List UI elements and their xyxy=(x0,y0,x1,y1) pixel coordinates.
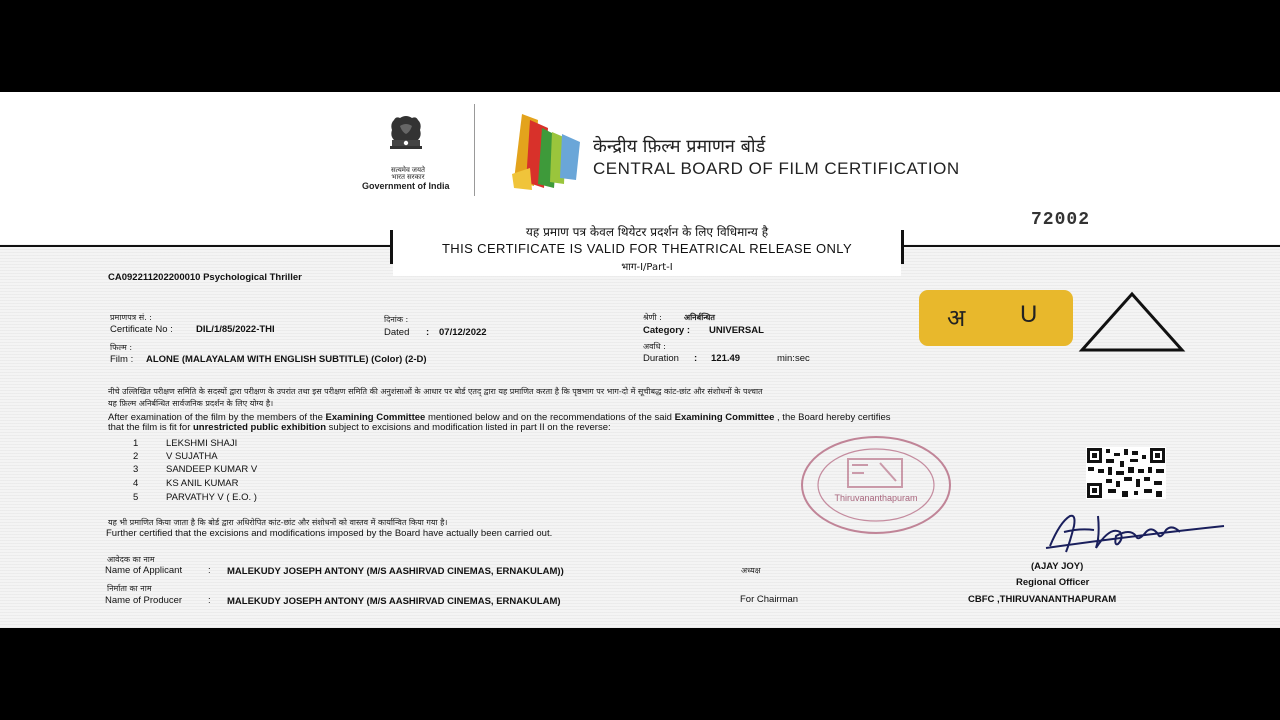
validity-hindi: यह प्रमाण पत्र केवल थियेटर प्रदर्शन के लिए विधिमान्य है xyxy=(525,225,769,239)
film-value: ALONE (MALAYALAM WITH ENGLISH SUBTITLE) (Color) (2-D) xyxy=(146,354,427,365)
date-label-hindi: दिनांक : xyxy=(384,315,409,324)
date-label: Dated xyxy=(384,327,410,338)
applicant-colon: : xyxy=(208,565,211,576)
film-label-hindi: फिल्म : xyxy=(110,343,133,352)
committee-member-name: LEKSHMI SHAJI xyxy=(166,438,238,449)
validity-bracket-right xyxy=(901,230,904,264)
certificate-no-label: Certificate No : xyxy=(110,324,173,335)
national-emblem-icon xyxy=(380,114,432,172)
certificate-no-value: DIL/1/85/2022-THI xyxy=(196,324,275,335)
validity-box xyxy=(393,220,901,276)
serial-number: 72002 xyxy=(1031,210,1091,230)
producer-value: MALEKUDY JOSEPH ANTONY (M/S AASHIRVAD CINEMAS, ERNAKULAM) xyxy=(227,596,561,607)
applicant-label-hindi: आवेदक का नाम xyxy=(107,555,155,564)
applicant-label: Name of Applicant xyxy=(105,565,183,576)
producer-colon: : xyxy=(208,595,211,606)
validity-english: THIS CERTIFICATE IS VALID FOR THEATRICAL RELEASE ONLY xyxy=(441,241,853,256)
category-value-hindi: अनिर्बन्धित xyxy=(684,313,715,322)
svg-text:Thiruvananthapuram: Thiruvananthapuram xyxy=(834,493,918,503)
reference-genre: CA092211202200010 Psychological Thriller xyxy=(108,272,302,283)
certification-para-english-line2: that the film is fit for unrestricted public exhibition subject to excisions and modification listed in part II on the reverse: xyxy=(108,422,611,433)
board-name-english: CENTRAL BOARD OF FILM CERTIFICATION xyxy=(593,159,960,178)
officer-name: (AJAY JOY) xyxy=(1031,561,1084,572)
government-of-india-label: Government of India xyxy=(362,181,450,191)
committee-member-number: 1 xyxy=(133,438,139,449)
film-label: Film : xyxy=(110,354,134,365)
certification-para-hindi-line1: नीचे उल्लिखित परीक्षण समिति के सदस्यों द्वारा परीक्षण के उपरांत तथा इस परीक्षण समिति की अनुशंसाओं के आधार पर बोर्ड एतद् द्वारा यह प्रमाणित करता है कि पृष्ठभाग पर भाग-दो में सूचीबद्ध कांट-छांट और संशोधनों के पश्चात xyxy=(108,387,763,396)
committee-member-name: KS ANIL KUMAR xyxy=(166,478,239,489)
applicant-value: MALEKUDY JOSEPH ANTONY (M/S AASHIRVAD CINEMAS, ERNAKULAM)) xyxy=(227,566,564,577)
part-label: भाग-I/Part-I xyxy=(621,262,673,273)
officer-office: CBFC ,THIRUVANANTHAPURAM xyxy=(968,594,1117,605)
triangle-symbol-icon xyxy=(1078,290,1186,354)
committee-member-number: 4 xyxy=(133,478,139,489)
date-colon: : xyxy=(426,327,430,338)
committee-member-name: V SUJATHA xyxy=(166,451,218,462)
further-certified-english: Further certified that the excisions and modifications imposed by the Board have actually been carried out. xyxy=(106,528,553,539)
certificate-no-label-hindi: प्रमाणपत्र सं. : xyxy=(110,313,152,322)
category-value: UNIVERSAL xyxy=(709,325,764,336)
committee-member-name: SANDEEP KUMAR V xyxy=(166,464,258,475)
officer-title: Regional Officer xyxy=(1016,577,1090,588)
emblem-country-hindi: भारत सरकार xyxy=(391,174,425,181)
validity-bracket-left xyxy=(390,230,393,264)
rating-badge xyxy=(919,290,1073,346)
rule-left xyxy=(0,245,391,247)
emblem-motto: सत्यमेव जयते xyxy=(390,167,426,174)
category-label: Category : xyxy=(643,325,690,336)
duration-colon: : xyxy=(694,353,698,364)
committee-member-number: 5 xyxy=(133,492,139,503)
cbfc-logo-icon xyxy=(508,110,586,192)
committee-member-number: 3 xyxy=(133,464,139,475)
qr-code-icon xyxy=(1086,447,1166,499)
certification-para-hindi-line2: यह फ़िल्म अनिर्बन्धित सार्वजनिक प्रदर्शन के लिए योग्य है। xyxy=(108,399,274,408)
board-name-hindi: केन्द्रीय फ़िल्म प्रमाणन बोर्ड xyxy=(593,136,766,157)
duration-label-hindi: अवधि : xyxy=(643,342,666,351)
duration-value: 121.49 xyxy=(711,353,741,364)
further-certified-hindi: यह भी प्रमाणित किया जाता है कि बोर्ड द्वारा अधिरोपित कांट-छांट और संशोधनों को वास्तव में कार्यान्वित किया गया है। xyxy=(108,518,448,527)
producer-label: Name of Producer xyxy=(105,595,183,606)
producer-label-hindi: निर्माता का नाम xyxy=(107,584,152,593)
category-label-hindi: श्रेणी : xyxy=(643,313,662,322)
for-chairman-label: For Chairman xyxy=(740,594,799,605)
official-seal-stamp xyxy=(800,435,952,535)
committee-member-name: PARVATHY V ( E.O. ) xyxy=(166,492,257,503)
certification-para-english-line1: After examination of the film by the members of the Examining Committee mentioned below and on the recommendations of the said Examining Committee , the Board hereby certifies xyxy=(108,412,891,423)
date-value: 07/12/2022 xyxy=(439,327,487,338)
chairman-label-hindi: अध्यक्ष xyxy=(741,566,761,575)
committee-member-number: 2 xyxy=(133,451,139,462)
signature-image xyxy=(1040,502,1230,558)
duration-unit: min:sec xyxy=(777,353,810,364)
header-divider xyxy=(474,104,475,196)
certificate-sheet xyxy=(0,92,1280,628)
rating-english: U xyxy=(1020,301,1038,328)
duration-label: Duration xyxy=(643,353,679,364)
rating-hindi: अ xyxy=(947,304,966,332)
rule-right xyxy=(904,245,1280,247)
